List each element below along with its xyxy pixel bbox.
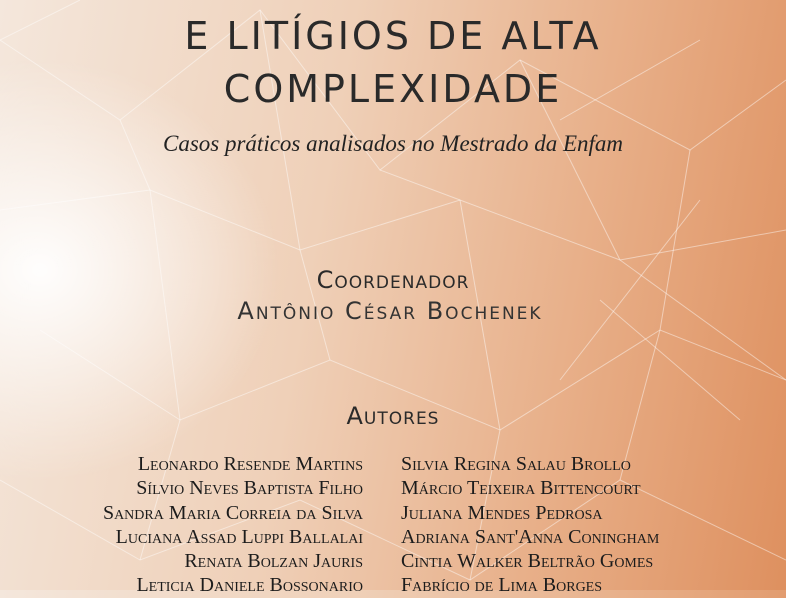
author-name: Silvia Regina Salau Brollo [401, 453, 631, 475]
coordinator-name: Antônio César Bochenek [237, 297, 543, 325]
author-name: Leticia Daniele Bossonario [136, 574, 363, 597]
author-name: Juliana Mendes Pedrosa [401, 501, 603, 524]
author-name: Renata Bolzan Jauris [184, 550, 363, 573]
author-name: Márcio Teixeira Bittencourt [401, 477, 641, 500]
author-name: Leonardo Resende Martins [137, 453, 363, 475]
authors-label: Autores [346, 402, 440, 430]
author-name: Sílvio Neves Baptista Filho [136, 477, 363, 500]
author-name: Fabrício de Lima Borges [401, 574, 603, 597]
author-name: Sandra Maria Correia da Silva [102, 501, 363, 524]
author-name: Adriana Sant'Anna Coningham [401, 525, 660, 548]
coordinator-label: Coordenador [316, 266, 470, 294]
book-title-line-1: E LITÍGIOS DE ALTA [184, 14, 602, 58]
authors-list-left [103, 452, 363, 598]
authors-list-right [401, 452, 659, 598]
book-title-line-2: COMPLEXIDADE [223, 67, 563, 111]
author-name: Luciana Assad Luppi Ballalai [115, 525, 363, 548]
book-subtitle: Casos práticos analisados no Mestrado da Enfam [162, 131, 624, 156]
author-name: Cintia Walker Beltrão Gomes [401, 550, 654, 573]
